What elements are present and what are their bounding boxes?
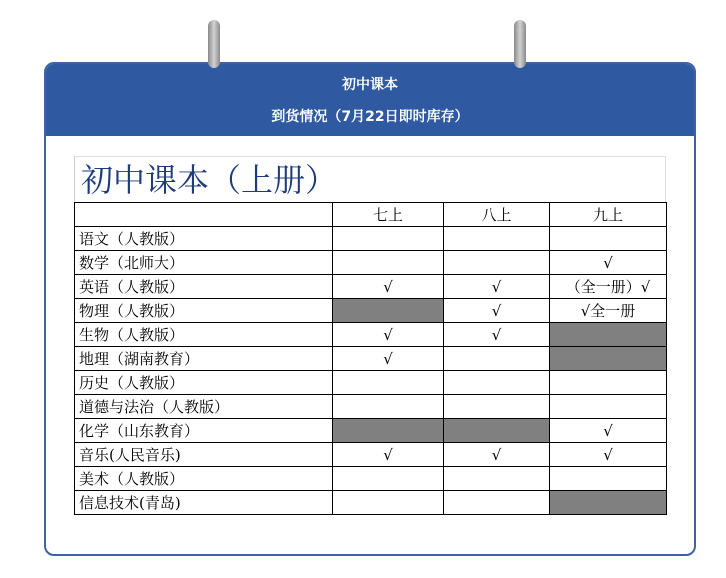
header-cell	[75, 203, 333, 227]
stock-cell: √	[333, 275, 444, 299]
stock-cell	[550, 227, 667, 251]
inventory-table	[74, 202, 667, 515]
stock-cell	[444, 467, 550, 491]
stock-cell	[333, 491, 444, 515]
unavailable-cell	[333, 299, 444, 323]
stock-cell	[333, 371, 444, 395]
stock-cell: √	[444, 275, 550, 299]
stock-cell: （全一册）√	[550, 275, 667, 299]
header-cell: 九上	[550, 203, 667, 227]
unavailable-cell	[550, 347, 667, 371]
subject-cell: 英语（人教版）	[75, 275, 333, 299]
stock-cell	[444, 227, 550, 251]
unavailable-cell	[333, 419, 444, 443]
stock-cell: √	[550, 443, 667, 467]
subject-cell: 化学（山东教育）	[75, 419, 333, 443]
stock-cell	[550, 467, 667, 491]
stock-cell	[444, 395, 550, 419]
table-row	[75, 227, 667, 251]
stock-cell: √	[444, 443, 550, 467]
subject-cell: 美术（人教版）	[75, 467, 333, 491]
table-row	[75, 251, 667, 275]
stock-cell: √	[444, 299, 550, 323]
stock-cell: √	[550, 419, 667, 443]
table-row	[75, 371, 667, 395]
stock-cell	[333, 251, 444, 275]
stock-cell	[333, 467, 444, 491]
sheet-title: 初中课本（上册）	[74, 156, 666, 202]
header-cell: 七上	[333, 203, 444, 227]
header-cell: 八上	[444, 203, 550, 227]
table-row	[75, 275, 667, 299]
stock-cell	[444, 491, 550, 515]
table-row	[75, 419, 667, 443]
stock-cell: √	[333, 443, 444, 467]
table-row	[75, 491, 667, 515]
subject-cell: 历史（人教版）	[75, 371, 333, 395]
unavailable-cell	[444, 419, 550, 443]
stock-cell	[333, 227, 444, 251]
subject-cell: 地理（湖南教育）	[75, 347, 333, 371]
stock-cell	[550, 395, 667, 419]
table-row	[75, 395, 667, 419]
stock-cell: √	[333, 323, 444, 347]
spreadsheet	[74, 156, 666, 515]
stock-cell: √	[333, 347, 444, 371]
header-title: 初中课本	[342, 77, 398, 93]
stock-cell: √全一册	[550, 299, 667, 323]
stock-cell	[550, 371, 667, 395]
stock-cell	[444, 347, 550, 371]
subject-cell: 语文（人教版）	[75, 227, 333, 251]
subject-cell: 信息技术(青岛)	[75, 491, 333, 515]
table-row	[75, 323, 667, 347]
stock-cell	[444, 251, 550, 275]
binder-ring-right-icon	[514, 20, 526, 68]
stock-cell: √	[550, 251, 667, 275]
unavailable-cell	[550, 491, 667, 515]
subject-cell: 数学（北师大）	[75, 251, 333, 275]
subject-cell: 音乐(人民音乐)	[75, 443, 333, 467]
subject-cell: 物理（人教版）	[75, 299, 333, 323]
subject-cell: 生物（人教版）	[75, 323, 333, 347]
table-row	[75, 299, 667, 323]
table-row	[75, 467, 667, 491]
table-header-row	[75, 203, 667, 227]
subject-cell: 道德与法治（人教版）	[75, 395, 333, 419]
table-row	[75, 347, 667, 371]
stock-cell: √	[444, 323, 550, 347]
unavailable-cell	[550, 323, 667, 347]
header-subtitle: 到货情况（7月22日即时库存）	[271, 109, 469, 125]
card-header	[46, 64, 694, 136]
table-row	[75, 443, 667, 467]
stock-cell	[444, 371, 550, 395]
binder-ring-left-icon	[208, 20, 220, 68]
stock-cell	[333, 395, 444, 419]
